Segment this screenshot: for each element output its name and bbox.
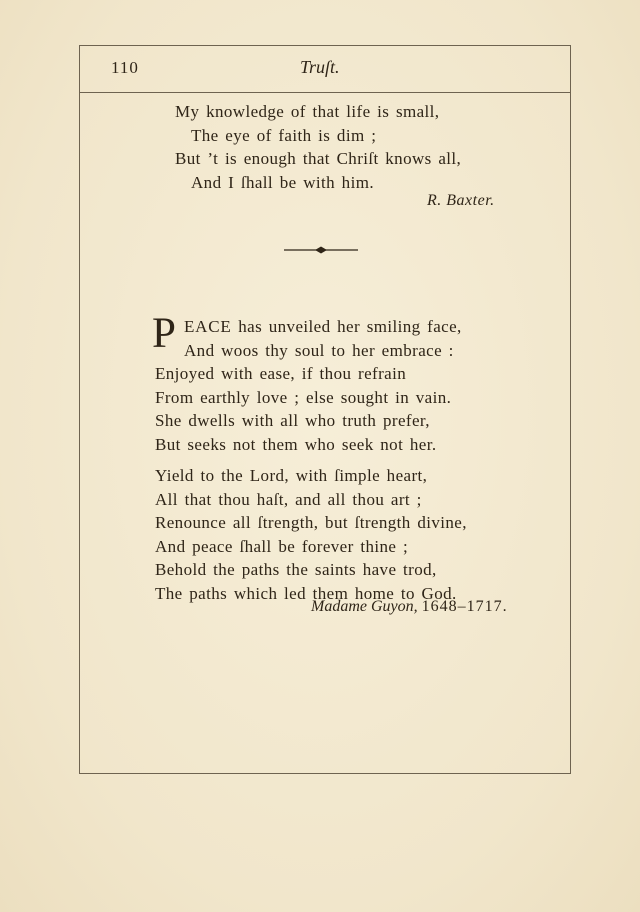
poem-first-line [155, 315, 462, 339]
poem-line: Behold the paths the saints have trod, [155, 560, 437, 579]
poem-line: Yield to the Lord, with ſimple heart, [155, 466, 428, 485]
poem-line: But seeks not them who seek not her. [155, 434, 437, 454]
poem-line: Enjoyed with ease, if thou refrain [155, 364, 407, 383]
poem-line: Renounce all ſtrength, but ſtrength divine, [155, 513, 467, 532]
ornament-divider-icon [284, 244, 358, 256]
poem-peace [155, 315, 462, 456]
attribution-dates: 1648–1717. [421, 598, 508, 615]
attribution-baxter: R. Baxter. [427, 192, 495, 209]
first-line-text: has unveiled her smiling face, [238, 317, 462, 336]
poem-line: And I ſhall be with him. [191, 172, 374, 192]
poem-baxter [175, 100, 461, 194]
page-number: 110 [111, 58, 139, 77]
poem-line: From earthly love ; else sought in vain. [155, 387, 452, 407]
poem-line: All that thou haſt, and all thou art ; [155, 489, 422, 509]
header-rule [79, 92, 571, 93]
poem-line: And woos thy soul to her embrace : [184, 340, 454, 360]
running-title: Truſt. [300, 57, 340, 77]
attribution-author: Madame Guyon, [311, 598, 418, 615]
poem-line: The eye of faith is dim ; [191, 125, 377, 145]
first-word-caps: EACE [184, 317, 232, 336]
poem-line: But ’t is enough that Chriſt knows all, [175, 149, 462, 168]
poem-line: She dwells with all who truth prefer, [155, 411, 430, 430]
poem-line: My knowledge of that life is small, [175, 102, 440, 121]
drop-cap: P [152, 310, 176, 357]
poem-line: And peace ſhall be forever thine ; [155, 536, 409, 556]
attribution-guyon [311, 598, 508, 616]
poem-yield [155, 464, 467, 605]
poem-line: The paths which led them home to God. [155, 583, 457, 603]
